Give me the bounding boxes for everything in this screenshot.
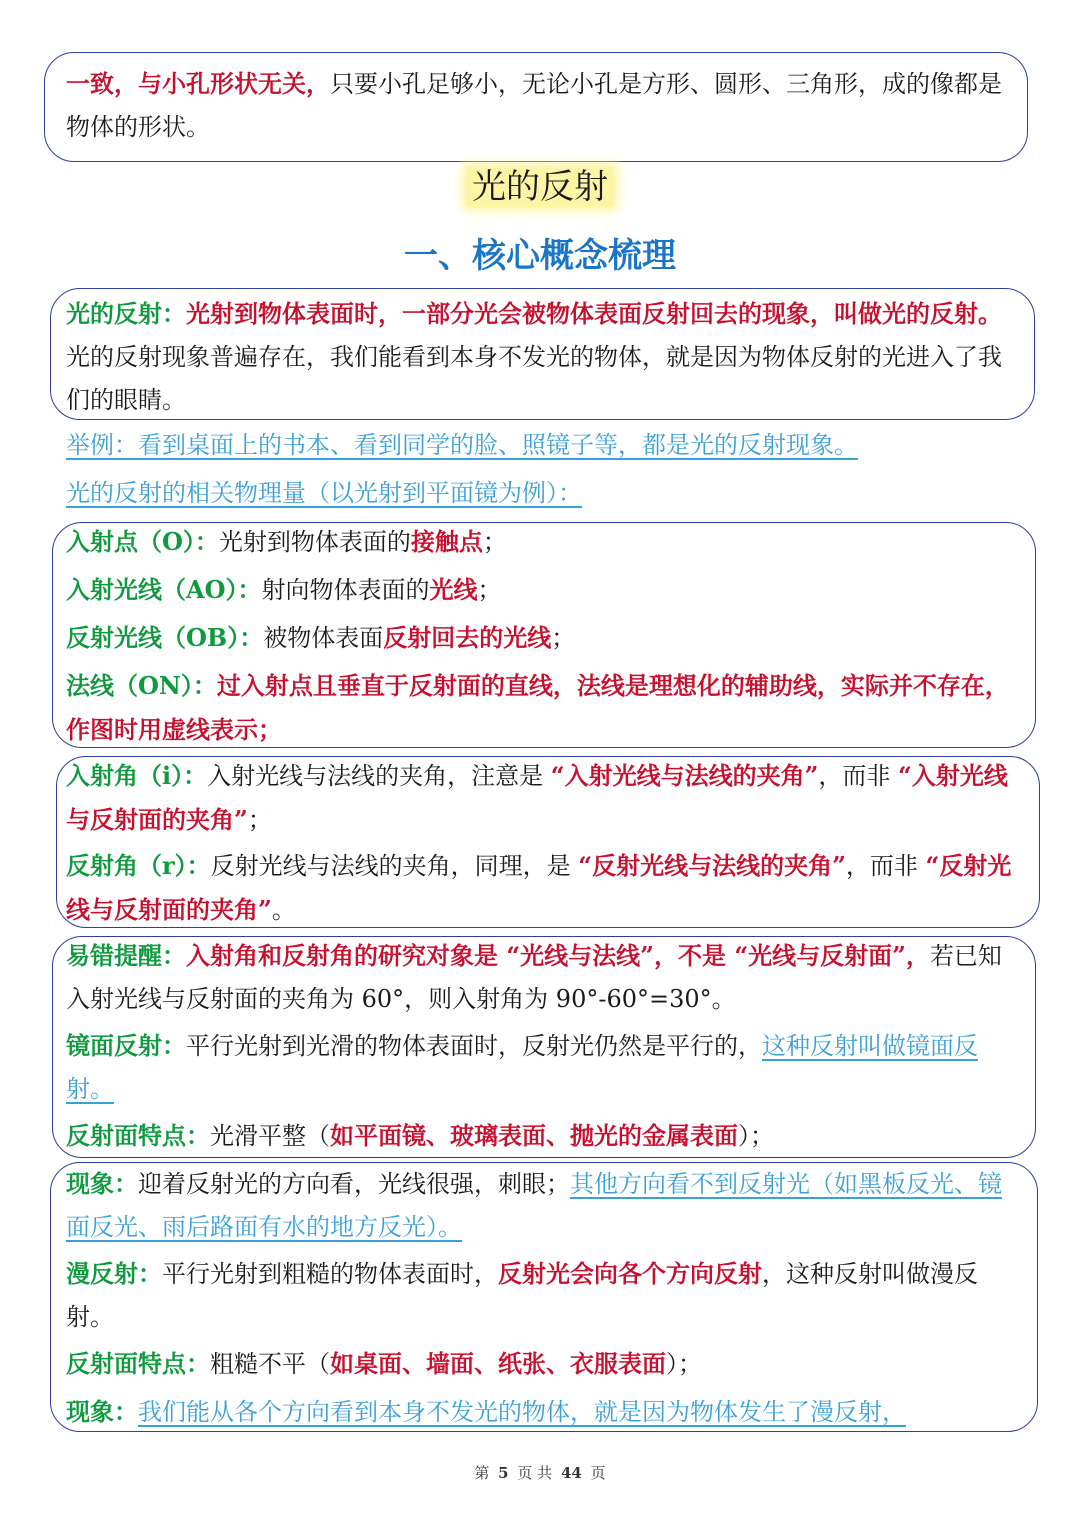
diffuse-phenomenon	[66, 1390, 1016, 1434]
phenomenon-label: 现象：	[66, 1397, 138, 1426]
term-red-text: 接触点	[410, 527, 483, 556]
example-text: 举例：看到桌面上的书本、看到同学的脸、照镜子等，都是光的反射现象。	[66, 431, 858, 459]
term-label: 入射点（O）：	[66, 527, 219, 556]
angle-text: 入射光线与法线的夹角，注意是	[207, 762, 551, 790]
angle-red-text: “入射光线与法线的夹角”	[550, 761, 819, 790]
surface-end: ）；	[666, 1350, 702, 1378]
term-text: 射向物体表面的	[261, 576, 430, 604]
surface-label: 反射面特点：	[66, 1349, 210, 1378]
intro-text: 只要小孔足够小，无论小孔是方形、圆形、三角形，成的像都是物体的形状。	[66, 70, 1002, 141]
angle-end: 。	[271, 896, 296, 924]
phenomenon-text: 迎着反射光的方向看，光线很强，刺眼；	[138, 1170, 570, 1198]
angle-label: 反射角（r）：	[66, 851, 211, 880]
angle-text: ，而非	[818, 762, 899, 790]
example-line	[66, 424, 1016, 467]
definition-label: 光的反射：	[66, 299, 186, 328]
term-label: 入射光线（AO）：	[66, 575, 262, 604]
specular-text: 平行光射到光滑的物体表面时，反射光仍然是平行的，	[186, 1032, 762, 1060]
footer-text: 第	[474, 1464, 490, 1482]
term-label: 反射光线（OB）：	[66, 623, 264, 652]
diffuse-label: 漫反射：	[66, 1259, 162, 1288]
page-number: 5	[498, 1464, 509, 1482]
page-title-text: 光的反射	[466, 167, 614, 207]
term-incident-ray	[66, 568, 1016, 612]
definition-text: 光的反射现象普遍存在，我们能看到本身不发光的物体，就是因为物体反射的光进入了我们的眼睛。	[66, 343, 1002, 414]
surface-text: 粗糙不平（	[210, 1350, 330, 1378]
quantities-heading	[66, 472, 1016, 515]
diffuse-text: 平行光射到粗糙的物体表面时，	[162, 1260, 498, 1288]
reminder-paragraph	[66, 934, 1016, 1021]
term-end: ；	[551, 624, 576, 652]
term-end: ；	[477, 576, 502, 604]
definition-red-text: 光射到物体表面时，一部分光会被物体表面反射回去的现象，叫做光的反射。	[186, 299, 1002, 328]
phenomenon-label: 现象：	[66, 1169, 138, 1198]
angle-label: 入射角（i）：	[66, 761, 208, 790]
term-end: ；	[482, 528, 507, 556]
angle-text: 反射光线与法线的夹角，同理，是	[210, 852, 579, 880]
term-red-text: 光线	[429, 575, 478, 604]
phenomenon-blue-text: 我们能从各个方向看到本身不发光的物体，就是因为物体发生了漫反射，	[138, 1398, 906, 1426]
diffuse-red-text: 反射光会向各个方向反射	[498, 1259, 762, 1288]
angle-end: ；	[247, 806, 272, 834]
footer-text: 页 共	[517, 1464, 553, 1482]
page-title	[0, 162, 1080, 212]
intro-paragraph	[66, 62, 1016, 149]
total-pages: 44	[560, 1464, 582, 1482]
intro-red-text: 一致，与小孔形状无关，	[66, 69, 330, 98]
term-red-text: 过入射点且垂直于反射面的直线，法线是理想化的辅助线，实际并不存在，作图时用虚线表示；	[66, 671, 1009, 744]
definition-paragraph	[66, 292, 1016, 422]
surface-label: 反射面特点：	[66, 1121, 210, 1150]
angle-reflection	[66, 844, 1016, 932]
quantities-heading-text: 光的反射的相关物理量（以光射到平面镜为例）：	[66, 479, 582, 507]
specular-paragraph	[66, 1024, 1016, 1111]
diffuse-surface	[66, 1342, 1016, 1386]
reminder-text: 若已知入射光线与反射面的夹角为 60°，则入射角为 90°-60°=30°。	[66, 942, 1002, 1013]
term-normal	[66, 664, 1016, 752]
angle-incident	[66, 754, 1016, 842]
angle-red-text: “反射光线与反射面的夹角”	[66, 851, 1012, 924]
reminder-red-text: 入射角和反射角的研究对象是 “光线与法线”，不是 “光线与反射面”，	[186, 941, 930, 970]
surface-red-text: 如平面镜、玻璃表面、抛光的金属表面	[330, 1121, 738, 1150]
specular-label: 镜面反射：	[66, 1031, 186, 1060]
term-incident-point	[66, 520, 1016, 564]
surface-text: 光滑平整（	[210, 1122, 330, 1150]
reminder-label: 易错提醒：	[66, 941, 186, 970]
footer-text: 页	[590, 1464, 606, 1482]
specular-blue-text: 这种反射叫做镜面反射。	[66, 1032, 978, 1103]
surface-end: ）；	[738, 1122, 774, 1150]
specular-surface	[66, 1114, 1016, 1158]
term-reflected-ray	[66, 616, 1016, 660]
diffuse-paragraph	[66, 1252, 1016, 1339]
term-text: 被物体表面	[263, 624, 384, 652]
term-red-text: 反射回去的光线	[383, 623, 552, 652]
section-title: 一、核心概念梳理	[404, 236, 676, 276]
term-label: 法线（ON）：	[66, 671, 217, 700]
angle-red-text: “入射光线与反射面的夹角”	[66, 761, 1008, 834]
page-footer	[0, 1462, 1080, 1483]
term-text: 光射到物体表面的	[218, 528, 411, 556]
diffuse-text: ，这种反射叫做漫反射。	[66, 1260, 978, 1331]
specular-phenomenon	[66, 1162, 1016, 1249]
angle-red-text: “反射光线与法线的夹角”	[578, 851, 846, 880]
angle-text: ，而非	[845, 852, 926, 880]
surface-red-text: 如桌面、墙面、纸张、衣服表面	[330, 1349, 666, 1378]
phenomenon-blue-text: 其他方向看不到反射光（如黑板反光、镜面反光、雨后路面有水的地方反光）。	[66, 1170, 1002, 1241]
